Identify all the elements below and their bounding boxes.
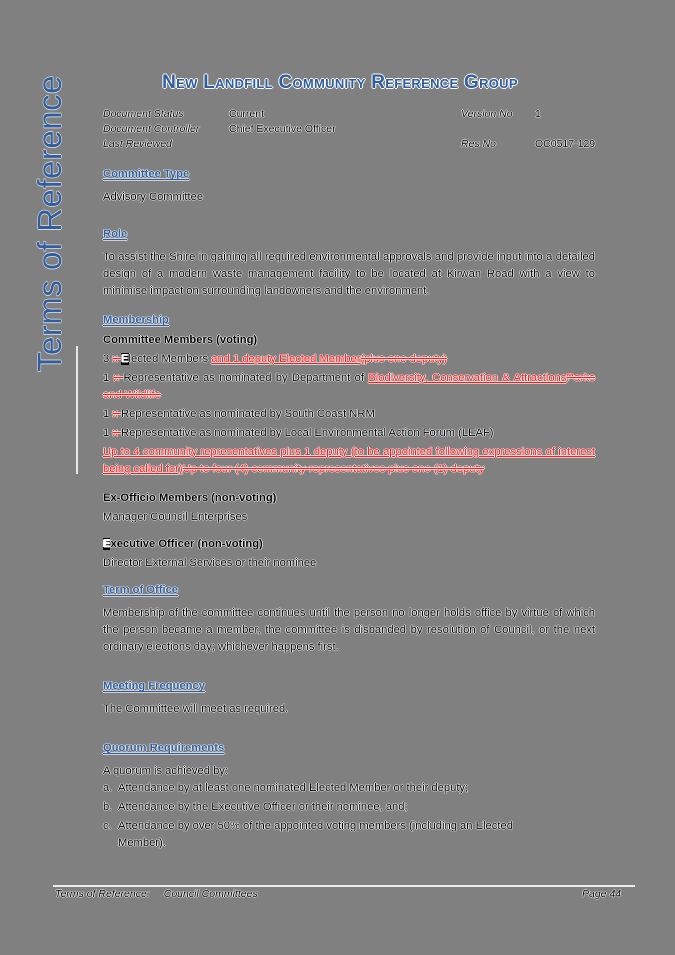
deleted-text: (plus one deputy)	[360, 353, 447, 365]
quorum-item	[103, 799, 595, 816]
document-controller-value: Chief Executive Officer	[229, 123, 336, 135]
deleted-text: Parks and Wildlife	[103, 372, 595, 401]
heading-committee-type: Committee Type	[103, 168, 190, 180]
document-meta	[103, 107, 598, 152]
inserted-text: and 1 deputy Elected Member	[211, 353, 361, 365]
deleted-x: x	[112, 353, 122, 365]
committee-type-body: Advisory Committee	[103, 191, 204, 203]
quorum-item	[103, 818, 595, 852]
voting-members-heading: Committee Members (voting)	[103, 334, 258, 346]
heading-term-of-office: Term of Office	[103, 584, 179, 596]
quorum-item-label: a.	[103, 782, 113, 794]
res-label: Res No	[461, 138, 497, 150]
member-line-community	[103, 444, 595, 478]
quorum-item-label: b.	[103, 801, 113, 813]
heading-membership: Membership	[103, 314, 169, 326]
executive-officer-heading-text: xecutive Officer (non-voting)	[110, 538, 263, 550]
deleted-x: x	[112, 427, 122, 439]
inserted-text: Biodiversity, Conservation & Attractions	[368, 372, 567, 384]
quorum-intro: A quorum is achieved by:	[103, 765, 228, 777]
highlight-mark: E	[121, 353, 129, 365]
count: 3	[103, 353, 113, 365]
member-text: Representative as nominated by Department of	[123, 372, 369, 384]
quorum-item	[103, 780, 595, 797]
heading-role: Role	[103, 228, 128, 240]
side-divider	[76, 346, 78, 474]
footer-divider	[53, 885, 635, 887]
executive-officer-body: Director External Services or their nominee	[103, 557, 317, 569]
highlight-mark: E	[103, 538, 111, 550]
footer-doc-group: Council Committees	[163, 888, 258, 900]
meta-row-status	[103, 107, 598, 122]
count: 1	[103, 427, 113, 439]
term-of-office-body: Membership of the committee continues until the person no longer holds office by virtue of which the person became a member, the committee is disbanded by resolution of Council, or the next ordinary elections day; whichever happens first.	[103, 607, 595, 653]
heading-meeting-frequency: Meeting Frequency	[103, 680, 205, 692]
document-body	[103, 166, 595, 854]
heading-quorum: Quorum Requirements	[103, 742, 225, 754]
member-line-leaf	[103, 425, 595, 442]
member-line-elected	[103, 351, 595, 368]
quorum-item-text: Attendance by at least one nominated Elected Member or their deputy;	[118, 782, 469, 794]
document-status-label: Document Status	[103, 108, 184, 120]
document-title: New Landfill Community Reference Group	[162, 72, 518, 93]
footer-doc-type: Terms of Reference:	[55, 888, 150, 900]
footer-left	[55, 888, 258, 900]
deleted-x: x	[113, 372, 124, 384]
executive-officer-heading	[103, 536, 595, 553]
res-value: OC0517-129	[535, 138, 596, 150]
count: 1	[103, 372, 114, 384]
deleted-x: x	[112, 408, 122, 420]
document-controller-label: Document Controller	[103, 123, 200, 135]
exofficio-heading: Ex-Officio Members (non-voting)	[103, 492, 277, 504]
document-status-value: Current	[229, 108, 265, 120]
quorum-item-text: Attendance by over 50% of the appointed voting members (including an Elected Member).	[118, 820, 513, 849]
version-value: 1	[535, 108, 541, 120]
member-text: Representative as nominated by South Coast NRM	[121, 408, 375, 420]
exofficio-body: Manager Council Enterprises	[103, 511, 248, 523]
last-reviewed-label: Last Reviewed	[103, 138, 172, 150]
member-line-nrm	[103, 406, 595, 423]
count: 1	[103, 408, 113, 420]
meta-row-controller	[103, 122, 598, 137]
deleted-text: Up to four (4) community representatives plus one (1) deputy	[182, 463, 485, 475]
member-line-dbca	[103, 370, 595, 404]
meeting-frequency-body: The Committee will meet as required.	[103, 703, 289, 715]
member-text: Representative as nominated by Local Environmental Action Forum (LEAF)	[121, 427, 494, 439]
quorum-item-text: Attendance by the Executive Officer or their nominee, and;	[118, 801, 408, 813]
quorum-item-label: c.	[103, 820, 112, 832]
quorum-list	[103, 780, 595, 852]
member-text: lected Members	[128, 353, 209, 365]
inserted-text: Up to 4 community representatives plus 1 deputy (to be appointed following expressions of interest being called for)	[103, 446, 595, 475]
role-body: To assist the Shire in gaining all required environmental approvals and provide input into a detailed design of a modern waste management facility to be located at Kirwan Road with a view to minimise impact on surrounding landowners and the environment.	[103, 251, 595, 297]
version-label: Version No	[461, 108, 513, 120]
side-title: Terms of Reference	[31, 75, 68, 372]
meta-row-reviewed	[103, 137, 598, 152]
page-number: Page 44	[582, 888, 622, 900]
